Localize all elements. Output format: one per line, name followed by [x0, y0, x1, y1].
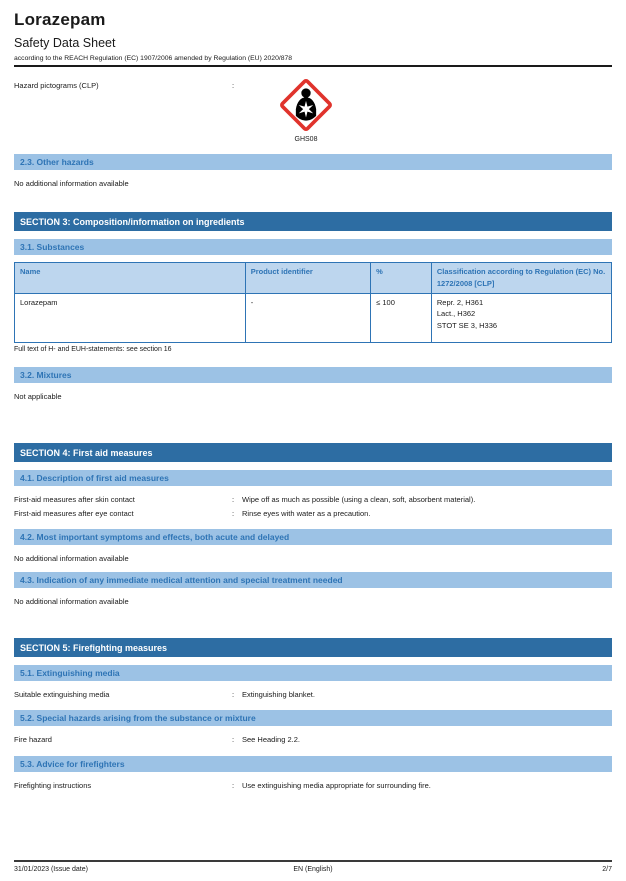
row-label: Fire hazard	[14, 735, 52, 745]
col-header-product-identifier: Product identifier	[245, 263, 370, 293]
subsection-2-3-header: 2.3. Other hazards	[14, 154, 612, 170]
header-divider	[14, 65, 612, 67]
section-5-header: SECTION 5: Firefighting measures	[14, 638, 612, 657]
separator-colon: :	[232, 81, 235, 90]
pictogram-code-label: GHS08	[294, 136, 318, 143]
document-subtitle: Safety Data Sheet	[14, 36, 116, 50]
subsection-5-2-header: 5.2. Special hazards arising from the substance or mixture	[14, 710, 612, 726]
separator-colon: :	[232, 508, 235, 518]
table-row	[15, 293, 612, 342]
row-label: First-aid measures after skin contact	[14, 494, 135, 504]
subsection-3-2-header: 3.2. Mixtures	[14, 367, 612, 383]
substances-table	[14, 262, 612, 342]
footer-page-number: 2/7	[602, 866, 612, 873]
row-label: Suitable extinguishing media	[14, 690, 110, 700]
table-footnote: Full text of H- and EUH-statements: see section 16	[14, 345, 172, 353]
fire-hazard-row	[14, 733, 612, 747]
col-header-name: Name	[15, 263, 246, 293]
first-aid-rows	[14, 493, 612, 522]
classification-line: Repr. 2, H361	[436, 297, 484, 307]
health-hazard-icon	[280, 79, 332, 131]
footer-language: EN (English)	[293, 866, 333, 873]
cell-name: Lorazepam	[15, 293, 246, 342]
section-4-header: SECTION 4: First aid measures	[14, 443, 612, 462]
row-value: Rinse eyes with water as a precaution.	[242, 508, 371, 518]
separator-colon: :	[232, 690, 235, 700]
cell-classification	[431, 293, 611, 342]
subsection-3-2-body: Not applicable	[14, 391, 62, 401]
subsection-2-3-body: No additional information available	[14, 179, 129, 189]
row-label: Firefighting instructions	[14, 780, 92, 790]
row-value: Extinguishing blanket.	[242, 690, 315, 700]
table-header-row	[15, 263, 612, 293]
subsection-4-3-header: 4.3. Indication of any immediate medical attention and special treatment needed	[14, 572, 612, 588]
row-value: Use extinguishing media appropriate for surrounding fire.	[242, 780, 431, 790]
subsection-4-1-header: 4.1. Description of first aid measures	[14, 470, 612, 486]
cell-product-identifier: -	[245, 293, 370, 342]
row-label: First-aid measures after eye contact	[14, 508, 134, 518]
footer-issue-date: 31/01/2023 (Issue date)	[14, 866, 88, 873]
classification-line: STOT SE 3, H336	[436, 320, 498, 330]
classification-line: Lact., H362	[436, 309, 476, 319]
row-value: See Heading 2.2.	[242, 735, 300, 745]
first-aid-skin-row	[14, 493, 612, 507]
col-header-classification: Classification according to Regulation (EC) No. 1272/2008 [CLP]	[431, 263, 611, 293]
hazard-pictograms-row	[14, 79, 612, 146]
page-footer	[14, 860, 612, 873]
subsection-3-1-header: 3.1. Substances	[14, 239, 612, 255]
first-aid-eye-row	[14, 507, 612, 521]
subsection-4-3-body: No additional information available	[14, 597, 129, 607]
section-3-header: SECTION 3: Composition/information on ingredients	[14, 212, 612, 231]
row-value: Wipe off as much as possible (using a clean, soft, absorbent material).	[242, 494, 476, 504]
hazard-pictograms-label: Hazard pictograms (CLP)	[14, 81, 99, 90]
ghs08-pictogram	[246, 79, 366, 146]
subsection-5-3-header: 5.3. Advice for firefighters	[14, 756, 612, 772]
subsection-4-2-body: No additional information available	[14, 554, 129, 564]
col-header-percent: %	[371, 263, 432, 293]
separator-colon: :	[232, 735, 235, 745]
extinguishing-media-row	[14, 688, 612, 702]
subsection-4-2-header: 4.2. Most important symptoms and effects, both acute and delayed	[14, 529, 612, 545]
subsection-5-1-header: 5.1. Extinguishing media	[14, 665, 612, 681]
page-title: Lorazepam	[14, 10, 106, 29]
firefighting-instructions-row	[14, 779, 612, 793]
regulation-line: according to the REACH Regulation (EC) 1907/2006 amended by Regulation (EU) 2020/878	[14, 55, 293, 62]
separator-colon: :	[232, 780, 235, 790]
separator-colon: :	[232, 494, 235, 504]
cell-percent: ≤ 100	[371, 293, 432, 342]
